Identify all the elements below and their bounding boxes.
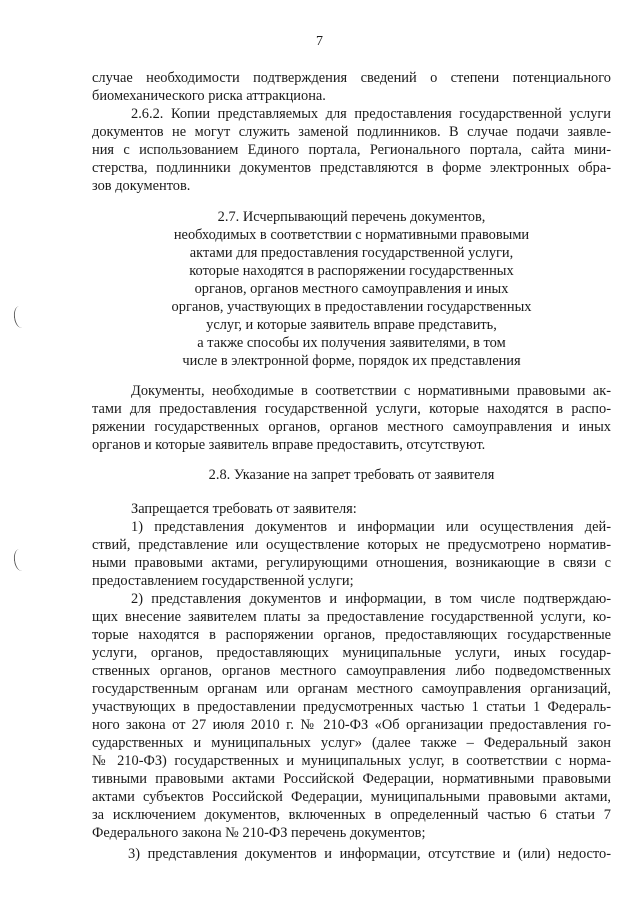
text-line: участвующих в предоставлении предусмотренных частью 1 статьи 1 Федераль- bbox=[92, 699, 611, 715]
text-line: Федерального закона № 210-ФЗ перечень документов; bbox=[92, 825, 426, 841]
text-line: которые находятся в распоряжении государственных bbox=[189, 263, 514, 279]
page-number: 7 bbox=[316, 34, 323, 49]
text-line: случае необходимости подтверждения сведений о степени потенциального bbox=[92, 70, 611, 86]
text-line: тами для предоставления государственной услуги, которые находятся в распо- bbox=[92, 401, 611, 417]
text-line: 2.7. Исчерпывающий перечень документов, bbox=[217, 209, 486, 225]
text-line: а также способы их получения заявителями, в том bbox=[197, 335, 506, 351]
text-line: № 210-ФЗ) государственных и муниципальных услуг, в соответствии с норма- bbox=[92, 753, 611, 769]
text-line: ряжении государственных органов, органов местного самоуправления и иных bbox=[92, 419, 611, 435]
text-line: 2.8. Указание на запрет требовать от заявителя bbox=[208, 467, 495, 483]
text-line: органов и которые заявитель вправе предоставить, отсутствуют. bbox=[92, 437, 486, 453]
text-line: за исключением документов, включенных в определенный частью 6 статьи 7 bbox=[92, 807, 611, 823]
text-line: 2) представления документов и информации, в том числе подтверждаю- bbox=[131, 591, 611, 607]
text-line: 1) представления документов и информации или осуществления дей- bbox=[131, 519, 611, 535]
text-line: зов документов. bbox=[92, 178, 191, 194]
text-line: ствий, представление или осуществление которых не предусмотрено норматив- bbox=[92, 537, 611, 553]
punch-hole-mark bbox=[13, 305, 29, 329]
text-line: услуг, и которые заявитель вправе представить, bbox=[206, 317, 497, 333]
text-line: 2.6.2. Копии представляемых для предоставления государственной услуги bbox=[131, 106, 611, 122]
text-line: актами для предоставления государственной услуги, bbox=[189, 245, 514, 261]
text-line: сударственных и муниципальных услуг» (далее также – Федеральный закон bbox=[92, 735, 611, 751]
text-line: Запрещается требовать от заявителя: bbox=[131, 501, 357, 517]
text-line: ными правовыми актами, регулирующими отношения, возникающие в связи с bbox=[92, 555, 611, 571]
text-line: услуги, органов, предоставляющих муниципальные услуги, иных государ- bbox=[92, 645, 611, 661]
text-line: государственным органам или органам местного самоуправления организаций, bbox=[92, 681, 611, 697]
text-line: органов, участвующих в предоставлении государственных bbox=[171, 299, 532, 315]
text-line: 3) представления документов и информации, отсутствие и (или) недосто- bbox=[128, 846, 611, 862]
text-line: необходимых в соответствии с нормативными правовыми bbox=[173, 227, 530, 243]
text-line: Документы, необходимые в соответствии с нормативными правовыми ак- bbox=[131, 383, 611, 399]
text-line: актами субъектов Российской Федерации, муниципальными правовыми актами, bbox=[92, 789, 611, 805]
text-line: документов не могут служить заменой подлинников. В случае подачи заявле- bbox=[92, 124, 611, 140]
text-line: ния с использованием Единого портала, Регионального портала, сайта мини- bbox=[92, 142, 611, 158]
text-line: торые находятся в распоряжении органов, предоставляющих государственные bbox=[92, 627, 611, 643]
text-line: стерства, подлинники документов представляются в форме электронных обра- bbox=[92, 160, 611, 176]
text-line: ственных органов, органов местного самоуправления либо подведомственных bbox=[92, 663, 611, 679]
text-line: предоставлением государственной услуги; bbox=[92, 573, 354, 589]
text-line: биомеханического риска аттракциона. bbox=[92, 88, 326, 104]
text-line: органов, органов местного самоуправления и иных bbox=[194, 281, 509, 297]
text-line: щих внесение заявителем платы за предоставление государственной услуги, ко- bbox=[92, 609, 611, 625]
text-line: ного закона от 27 июля 2010 г. № 210-ФЗ «Об организации предоставления го- bbox=[92, 717, 611, 733]
punch-hole-mark bbox=[13, 548, 29, 572]
text-line: тивными правовыми актами Российской Федерации, нормативными правовыми bbox=[92, 771, 611, 787]
text-line: числе в электронной форме, порядок их представления bbox=[182, 353, 521, 369]
